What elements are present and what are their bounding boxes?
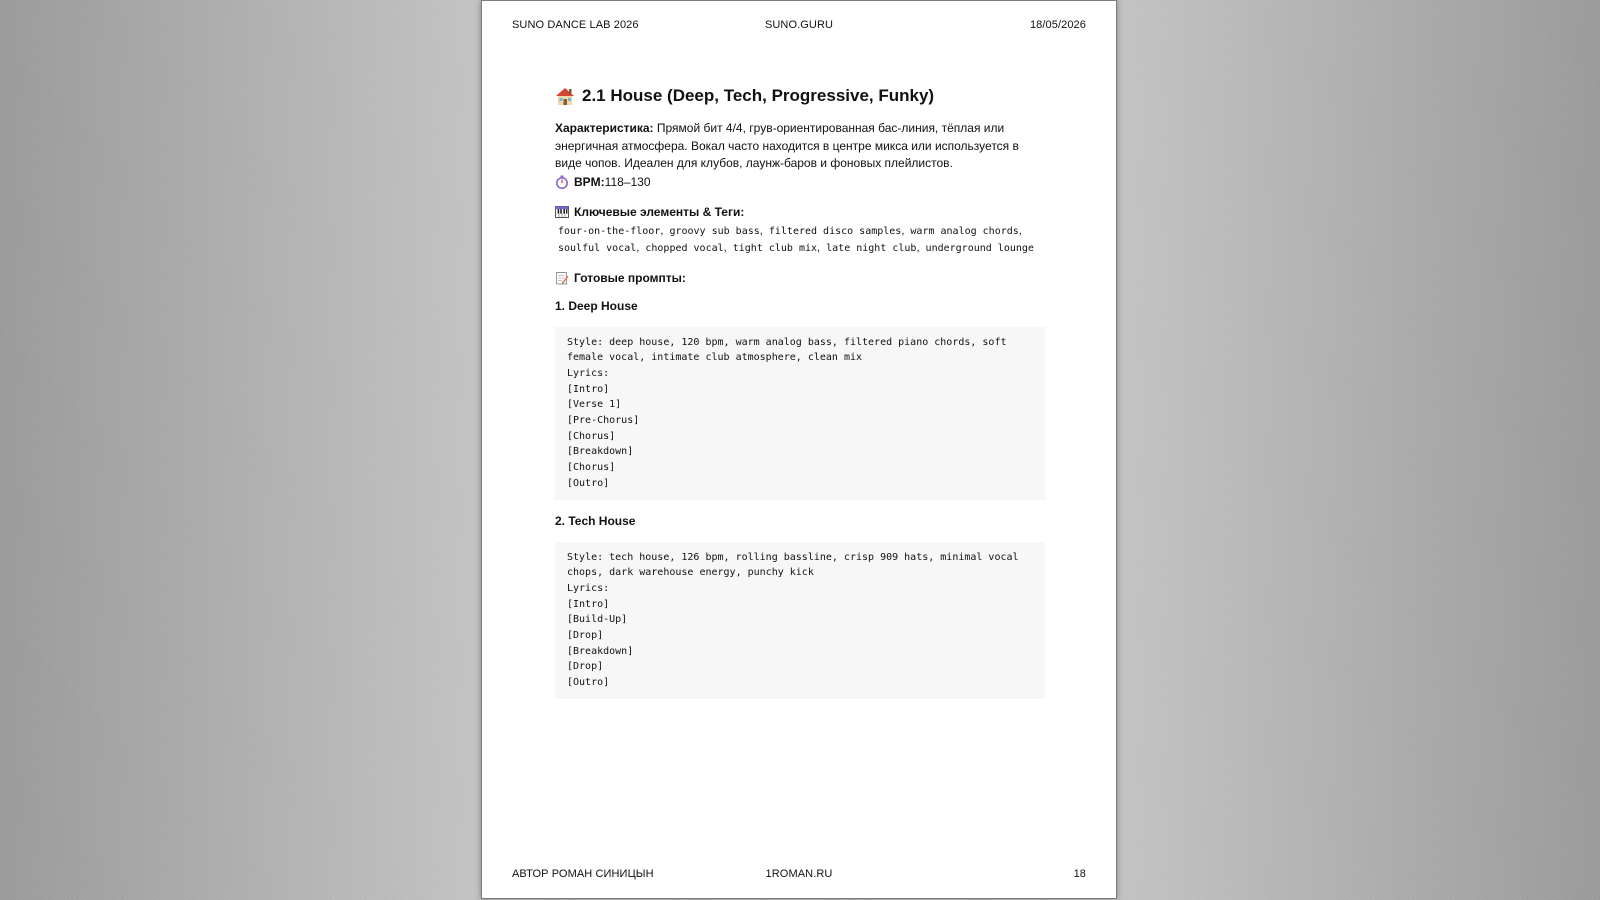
footer-author: АВТОР РОМАН СИНИЦЫН <box>512 868 654 880</box>
prompt-code-block-tech-house <box>555 542 1045 699</box>
tag: tight club mix <box>732 242 818 254</box>
characteristic-text: Прямой бит 4/4, грув-ориентированная бас-линия, тёплая или энергичная атмосфера. Вокал часто находится в центре микса или используется в виде чопов. Идеален для клубов, лаунж-баров и фоновых плейлистов. <box>555 121 1019 170</box>
prompts-heading <box>555 271 1045 285</box>
tag: soulful vocal <box>558 242 637 254</box>
key-elements-heading <box>555 205 1045 219</box>
code-line: [Breakdown] <box>567 446 634 458</box>
prompt-heading-deep-house: 1. Deep House <box>555 298 638 313</box>
code-line: Lyrics: <box>567 367 610 379</box>
tag: late night club <box>826 242 917 254</box>
tag: four-on-the-floor <box>558 225 661 237</box>
code-line: [Drop] <box>567 661 604 673</box>
page-number: 18 <box>1073 868 1086 880</box>
bpm-label: BPM: <box>574 174 605 189</box>
document-page <box>481 0 1117 899</box>
code-line: [Intro] <box>567 383 610 395</box>
tag-separator: , <box>660 224 664 237</box>
characteristic-label: Характеристика: <box>555 121 654 135</box>
section-title <box>555 86 1045 106</box>
code-line: [Build-Up] <box>567 614 628 626</box>
code-line: [Intro] <box>567 598 610 610</box>
prompt-code-block-deep-house <box>555 327 1045 500</box>
tag-separator: , <box>1018 224 1022 237</box>
footer-site: 1ROMAN.RU <box>765 868 833 880</box>
bpm-value: 118–130 <box>604 174 651 189</box>
code-line: Style: deep house, 120 bpm, warm analog bass, filtered piano chords, soft female vocal, intimate club atmosphere, clean mix <box>567 336 1013 364</box>
tag: groovy sub bass <box>669 225 760 237</box>
header-left: SUNO DANCE LAB 2026 <box>512 19 639 31</box>
tag: filtered disco samples <box>768 225 902 237</box>
tag-separator: , <box>759 224 763 237</box>
key-elements-title: Ключевые элементы & Теги: <box>574 204 745 219</box>
bpm-line <box>555 174 1045 191</box>
tag-separator: , <box>723 241 727 254</box>
page-content <box>555 86 1045 699</box>
code-line: [Verse 1] <box>567 399 622 411</box>
tag-separator: , <box>901 224 905 237</box>
memo-icon <box>555 271 569 285</box>
code-line: [Chorus] <box>567 462 616 474</box>
tag: warm analog chords <box>910 225 1019 237</box>
house-icon <box>555 87 575 106</box>
prompts-title: Готовые промпты: <box>574 270 686 285</box>
tag: underground lounge <box>925 242 1034 254</box>
code-line: [Outro] <box>567 677 610 689</box>
prompt-heading-tech-house: 2. Tech House <box>555 513 636 528</box>
header-center: SUNO.GURU <box>764 19 834 31</box>
code-line: [Pre-Chorus] <box>567 415 640 427</box>
tag-separator: , <box>817 241 821 254</box>
stopwatch-icon <box>555 175 569 189</box>
code-line: Lyrics: <box>567 582 610 594</box>
tag: chopped vocal <box>645 242 724 254</box>
code-line: [Chorus] <box>567 430 616 442</box>
code-line: [Breakdown] <box>567 645 634 657</box>
code-line: Style: tech house, 126 bpm, rolling bassline, crisp 909 hats, minimal vocal chops, dark warehouse energy, punchy kick <box>567 551 1025 579</box>
characteristic-paragraph <box>555 120 1045 173</box>
tag-separator: , <box>916 241 920 254</box>
piano-icon <box>555 205 569 219</box>
code-line: [Outro] <box>567 477 610 489</box>
tags-list <box>555 223 1045 257</box>
section-title-text: 2.1 House (Deep, Tech, Progressive, Funky) <box>582 86 935 105</box>
tag-separator: , <box>636 241 640 254</box>
code-line: [Drop] <box>567 630 604 642</box>
header-date: 18/05/2026 <box>1029 19 1086 31</box>
